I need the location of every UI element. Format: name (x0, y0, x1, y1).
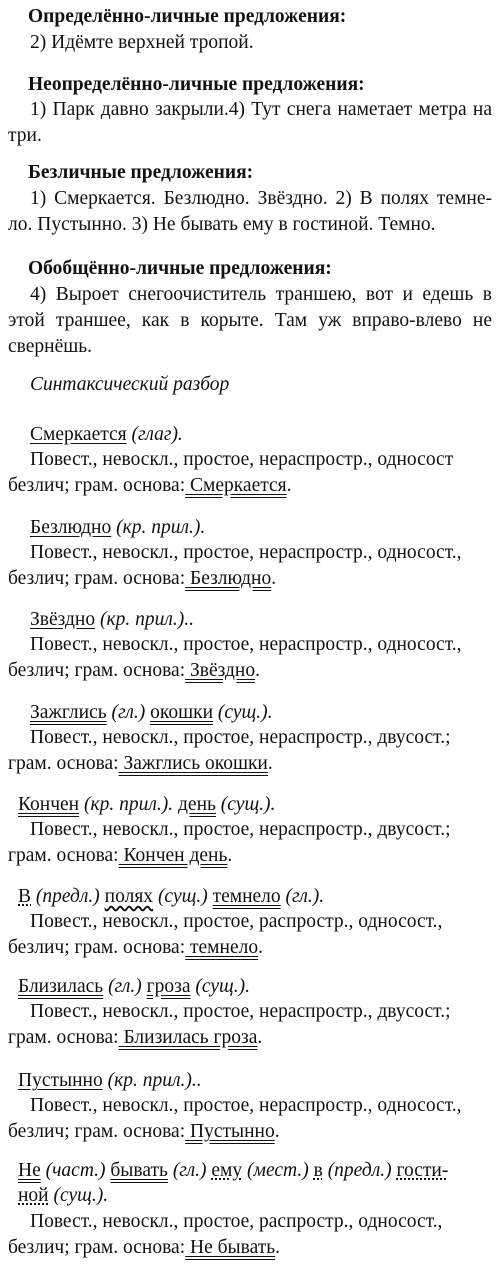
analysis-line (8, 566, 492, 592)
analysis-word: Не (18, 1160, 41, 1181)
analysis-word: В (18, 886, 32, 907)
part-of-speech: (кр. прил.).. (102, 1070, 202, 1091)
grammar-base: Смеркается (185, 475, 287, 496)
part-of-speech: (част.) (40, 1160, 111, 1181)
section-heading: Безличные предложения: (28, 162, 254, 183)
part-of-speech: (гл.). (280, 886, 325, 907)
analysis-word: полях (104, 886, 154, 907)
part-of-speech: (кр. прил.).. (95, 609, 194, 630)
analysis-line (8, 843, 492, 869)
analysis-line (8, 1025, 492, 1051)
grammar-base-label: безлич; грам. основа: (8, 660, 186, 681)
grammar-base: Близилась гроза (118, 1027, 258, 1048)
part-of-speech: (глаг). (126, 424, 183, 445)
part-of-speech: (гл.) (106, 702, 151, 723)
grammar-base-label: безлич; грам. основа: (8, 568, 186, 589)
sentence-tail: . (267, 753, 273, 774)
analysis-line (8, 751, 492, 777)
analysis-description (8, 1209, 492, 1261)
part-of-speech: (предл.) (322, 1160, 397, 1181)
analysis-word: день (178, 794, 216, 815)
analysis-word: Зажглись (30, 702, 107, 723)
grammar-base-label: безлич; грам. основа: (8, 937, 186, 958)
sentence-tail: . (271, 568, 277, 589)
analysis-line (8, 935, 492, 961)
analysis-description (8, 909, 492, 961)
analysis-word: Близилась (18, 976, 104, 997)
part-of-speech: (предл.) (31, 886, 105, 907)
section-text: 1) Смеркается. Безлюдно. Звёздно. 2) В полях темне-ло. Пустынно. 3) Не бывать ему в гостиной. Темно. (8, 188, 492, 235)
part-of-speech: (гл.) (167, 1160, 212, 1181)
analysis-line: Повест., невоскл., простое, распростр., односост., (30, 911, 443, 932)
analysis-description (8, 540, 492, 592)
part-of-speech: (мест.) (242, 1160, 314, 1181)
analysis-line: Повест., невоскл., простое, нераспростр., односост (30, 449, 454, 470)
analysis-sentence-cont (18, 1183, 108, 1209)
grammar-base: Звёздно (185, 660, 256, 681)
analysis-sentence (18, 974, 250, 1000)
grammar-base-label: безлич; грам. основа: (8, 1121, 186, 1142)
analysis-word: Смеркается (30, 424, 127, 445)
part-of-speech: (сущ.) (153, 886, 213, 907)
section-heading: Обобщённо-личные предложения: (28, 258, 332, 279)
part-of-speech: (сущ.). (213, 702, 273, 723)
grammar-base-label: грам. основа: (8, 753, 119, 774)
analysis-description (8, 632, 492, 684)
section-text: 1) Парк давно закрыли.4) Тут снега наметает метра на три. (8, 99, 492, 146)
analysis-sentence (18, 884, 324, 910)
sentence-tail: . (286, 475, 292, 496)
section-text: 2) Идёмте верхней тропой. (30, 32, 254, 53)
analysis-line: Повест., невоскл., простое, нераспростр., двусост.; (30, 819, 451, 840)
analysis-word: окошки (150, 702, 214, 723)
part-of-speech: (сущ.). (190, 976, 251, 997)
grammar-base: Безлюдно (185, 568, 272, 589)
part-of-speech: (сущ.). (215, 794, 276, 815)
sentence-tail: . (227, 845, 233, 866)
part-of-speech: (кр. прил.). (111, 517, 206, 538)
analysis-sentence (18, 1158, 448, 1184)
analysis-word: темнело (212, 886, 281, 907)
analysis-sentence (30, 700, 273, 726)
analysis-line: Повест., невоскл., простое, нераспростр., двусост.; (30, 1001, 451, 1022)
part-of-speech: (кр. прил.). (79, 794, 178, 815)
analysis-word: ему (211, 1160, 243, 1181)
section-heading: Определённо-личные предложения: (28, 6, 347, 27)
grammar-base-label: грам. основа: (8, 1027, 119, 1048)
grammar-base: Пустынно (185, 1121, 275, 1142)
grammar-base: Не бывать (185, 1237, 276, 1258)
analysis-sentence (30, 515, 205, 541)
grammar-base: Кончен день (118, 845, 228, 866)
analysis-description (8, 999, 492, 1051)
analysis-description (8, 725, 492, 777)
part-of-speech: (сущ.). (48, 1185, 109, 1206)
grammar-base-label: безлич; грам. основа: (8, 1237, 186, 1258)
analysis-word: в (313, 1160, 323, 1181)
analysis-description (8, 817, 492, 869)
analysis-sentence (30, 422, 183, 448)
analysis-line (8, 658, 492, 684)
analysis-line: Повест., невоскл., простое, нераспростр., односост., (30, 1095, 462, 1116)
analysis-line: Повест., невоскл., простое, нераспростр., односост., (30, 634, 462, 655)
analysis-line: Повест., невоскл., простое, нераспростр., двусост.; (30, 727, 451, 748)
analysis-word: Звёздно (30, 609, 96, 630)
sentence-tail: . (274, 1121, 280, 1142)
grammar-base-label: грам. основа: (8, 845, 119, 866)
analysis-word: Пустынно (18, 1070, 103, 1091)
analysis-sentence (18, 1068, 202, 1094)
grammar-base: темнело (185, 937, 259, 958)
analysis-word: бывать (110, 1160, 168, 1181)
analysis-line (8, 1235, 492, 1261)
section-text: 4) Выроет снегоочиститель траншею, вот и едешь в этой траншее, как в корыте. Там уж вправо-влево не свернёшь. (8, 284, 492, 357)
analysis-line: Повест., невоскл., простое, нераспростр., односост., (30, 542, 462, 563)
analysis-line (8, 1119, 492, 1145)
analysis-word: ной (18, 1185, 49, 1206)
analysis-line: Повест., невоскл., простое, распростр., односост., (30, 1211, 443, 1232)
sentence-tail: . (257, 1027, 263, 1048)
analysis-word: Кончен (18, 794, 80, 815)
part-of-speech: (гл.) (103, 976, 147, 997)
analysis-sentence (18, 792, 275, 818)
analysis-word: гроза (146, 976, 191, 997)
analysis-description (8, 447, 492, 499)
analysis-word: Безлюдно (30, 517, 112, 538)
analysis-word: гости- (396, 1160, 449, 1181)
sentence-tail: . (258, 937, 263, 958)
analysis-description (8, 1093, 492, 1145)
section-heading: Неопределённо-личные предложения: (28, 74, 365, 95)
analysis-line (8, 473, 492, 499)
sentence-tail: . (255, 660, 260, 681)
sentence-tail: . (275, 1237, 281, 1258)
subtitle-syntactic-analysis: Синтаксический разбор (30, 374, 230, 395)
analysis-sentence (30, 607, 194, 633)
grammar-base-label: безлич; грам. основа: (8, 475, 186, 496)
grammar-base: Зажглись окошки (118, 753, 268, 774)
